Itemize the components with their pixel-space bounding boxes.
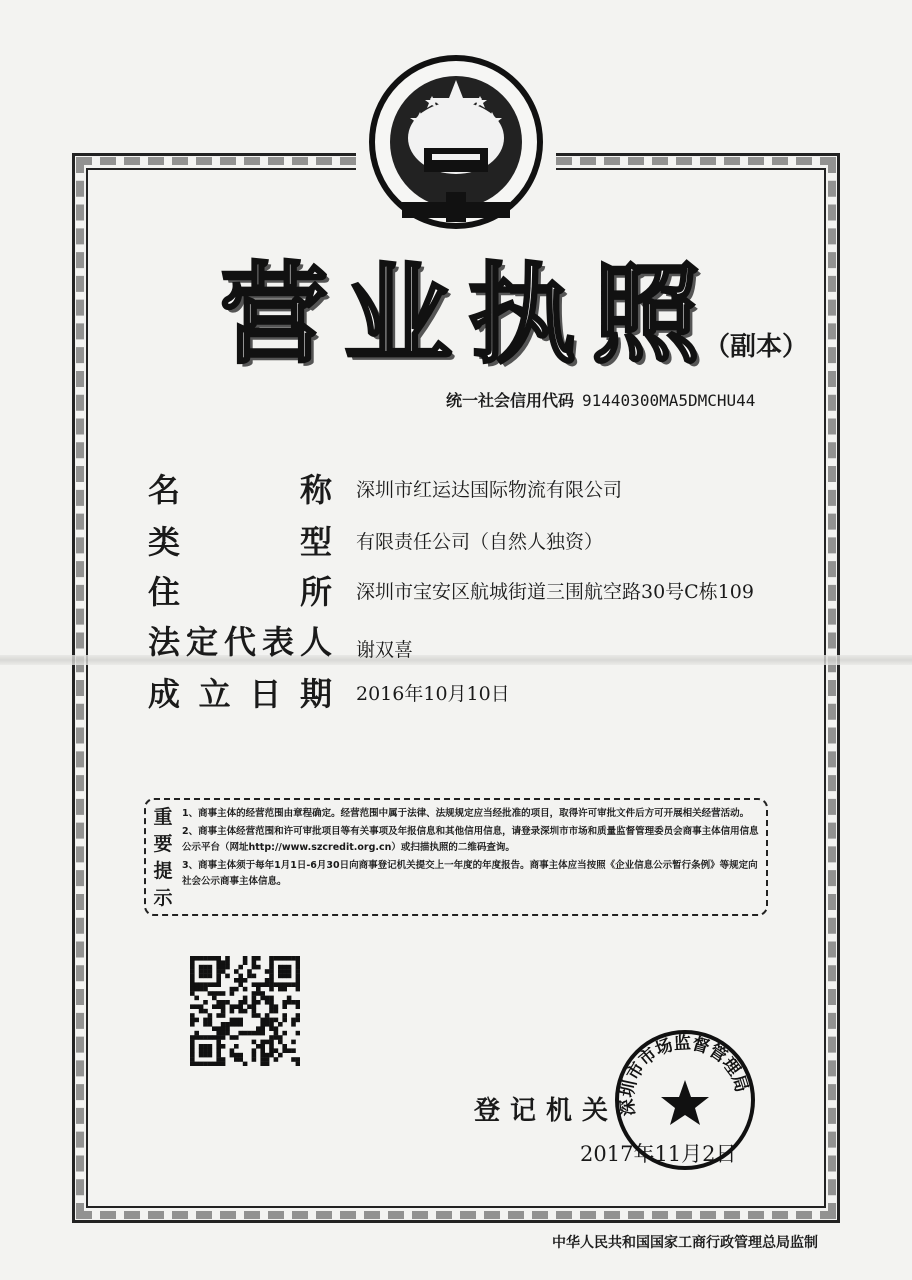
label-char: 立 [198, 675, 231, 713]
tag-char: 要 [153, 833, 173, 855]
label-char: 型 [299, 523, 332, 561]
notice-items [182, 806, 762, 892]
establish-date: 2016年10月10日 [356, 683, 510, 705]
credit-code-line [446, 388, 755, 411]
field-establish-date [148, 674, 788, 724]
field-label [148, 572, 332, 612]
label-char: 代 [223, 623, 256, 661]
seal-text: 深圳市市场监督管理局 [617, 1033, 752, 1117]
field-label [148, 622, 332, 662]
field-legal-rep [148, 622, 788, 672]
label-char: 人 [299, 623, 332, 661]
label-char: 定 [185, 623, 218, 661]
notice-item: 1、商事主体的经营范围由章程确定。经营范围中属于法律、法规规定应当经批准的项目，取得许可审批文件后方可开展相关经营活动。 [182, 808, 750, 819]
credit-code-label: 统一社会信用代码 [446, 391, 575, 410]
label-char: 类 [148, 523, 181, 561]
title-char: 照 [591, 252, 700, 378]
supervision-footer: 中华人民共和国国家工商行政管理总局监制 [552, 1235, 818, 1251]
company-name: 深圳市红运达国际物流有限公司 [356, 479, 623, 501]
title-char: 业 [343, 252, 452, 378]
field-label [148, 522, 332, 562]
field-type [148, 522, 788, 572]
field-label [148, 674, 332, 714]
title-char: 执 [467, 252, 576, 378]
official-seal-icon [610, 1025, 760, 1175]
notice-tag [150, 804, 176, 912]
qr-code-icon[interactable] [190, 956, 300, 1066]
label-char: 住 [148, 573, 181, 611]
label-char: 表 [261, 623, 294, 661]
company-address: 深圳市宝安区航城街道三围航空路30号C栋109 [356, 581, 754, 603]
important-notice [144, 798, 768, 916]
issue-date: 2017年11月2日 [580, 1142, 737, 1166]
tag-char: 提 [153, 860, 173, 882]
credit-code: 91440300MA5DMCHU44 [582, 391, 756, 410]
label-char: 期 [299, 675, 332, 713]
license-title [220, 250, 700, 380]
label-char: 所 [299, 573, 332, 611]
title-char: 营 [220, 252, 329, 378]
notice-item: 2、商事主体经营范围和许可审批项目等有关事项及年报信息和其他信用信息，请登录深圳市市场和质量监督管理委员会商事主体信用信息公示平台（网址http://www.szcredit.org.cn）或扫描执照的二维码查询。 [182, 826, 759, 853]
label-char: 成 [148, 675, 181, 713]
national-emblem-icon [362, 52, 550, 240]
field-name [148, 470, 788, 520]
label-char: 法 [148, 623, 181, 661]
legal-representative: 谢双喜 [356, 639, 414, 661]
registration-authority-label: 登记机关 [474, 1096, 619, 1126]
tag-char: 示 [153, 887, 173, 909]
copy-note: （副本） [704, 332, 809, 362]
notice-item: 3、商事主体须于每年1月1日-6月30日向商事登记机关提交上一年度的年度报告。商事主体应当按照《企业信息公示暂行条例》等规定向社会公示商事主体信息。 [182, 860, 758, 887]
field-label [148, 470, 332, 510]
label-char: 称 [299, 471, 332, 509]
tag-char: 重 [153, 806, 173, 828]
label-char: 日 [249, 675, 282, 713]
company-type: 有限责任公司（自然人独资） [356, 531, 604, 553]
label-char: 名 [148, 471, 181, 509]
